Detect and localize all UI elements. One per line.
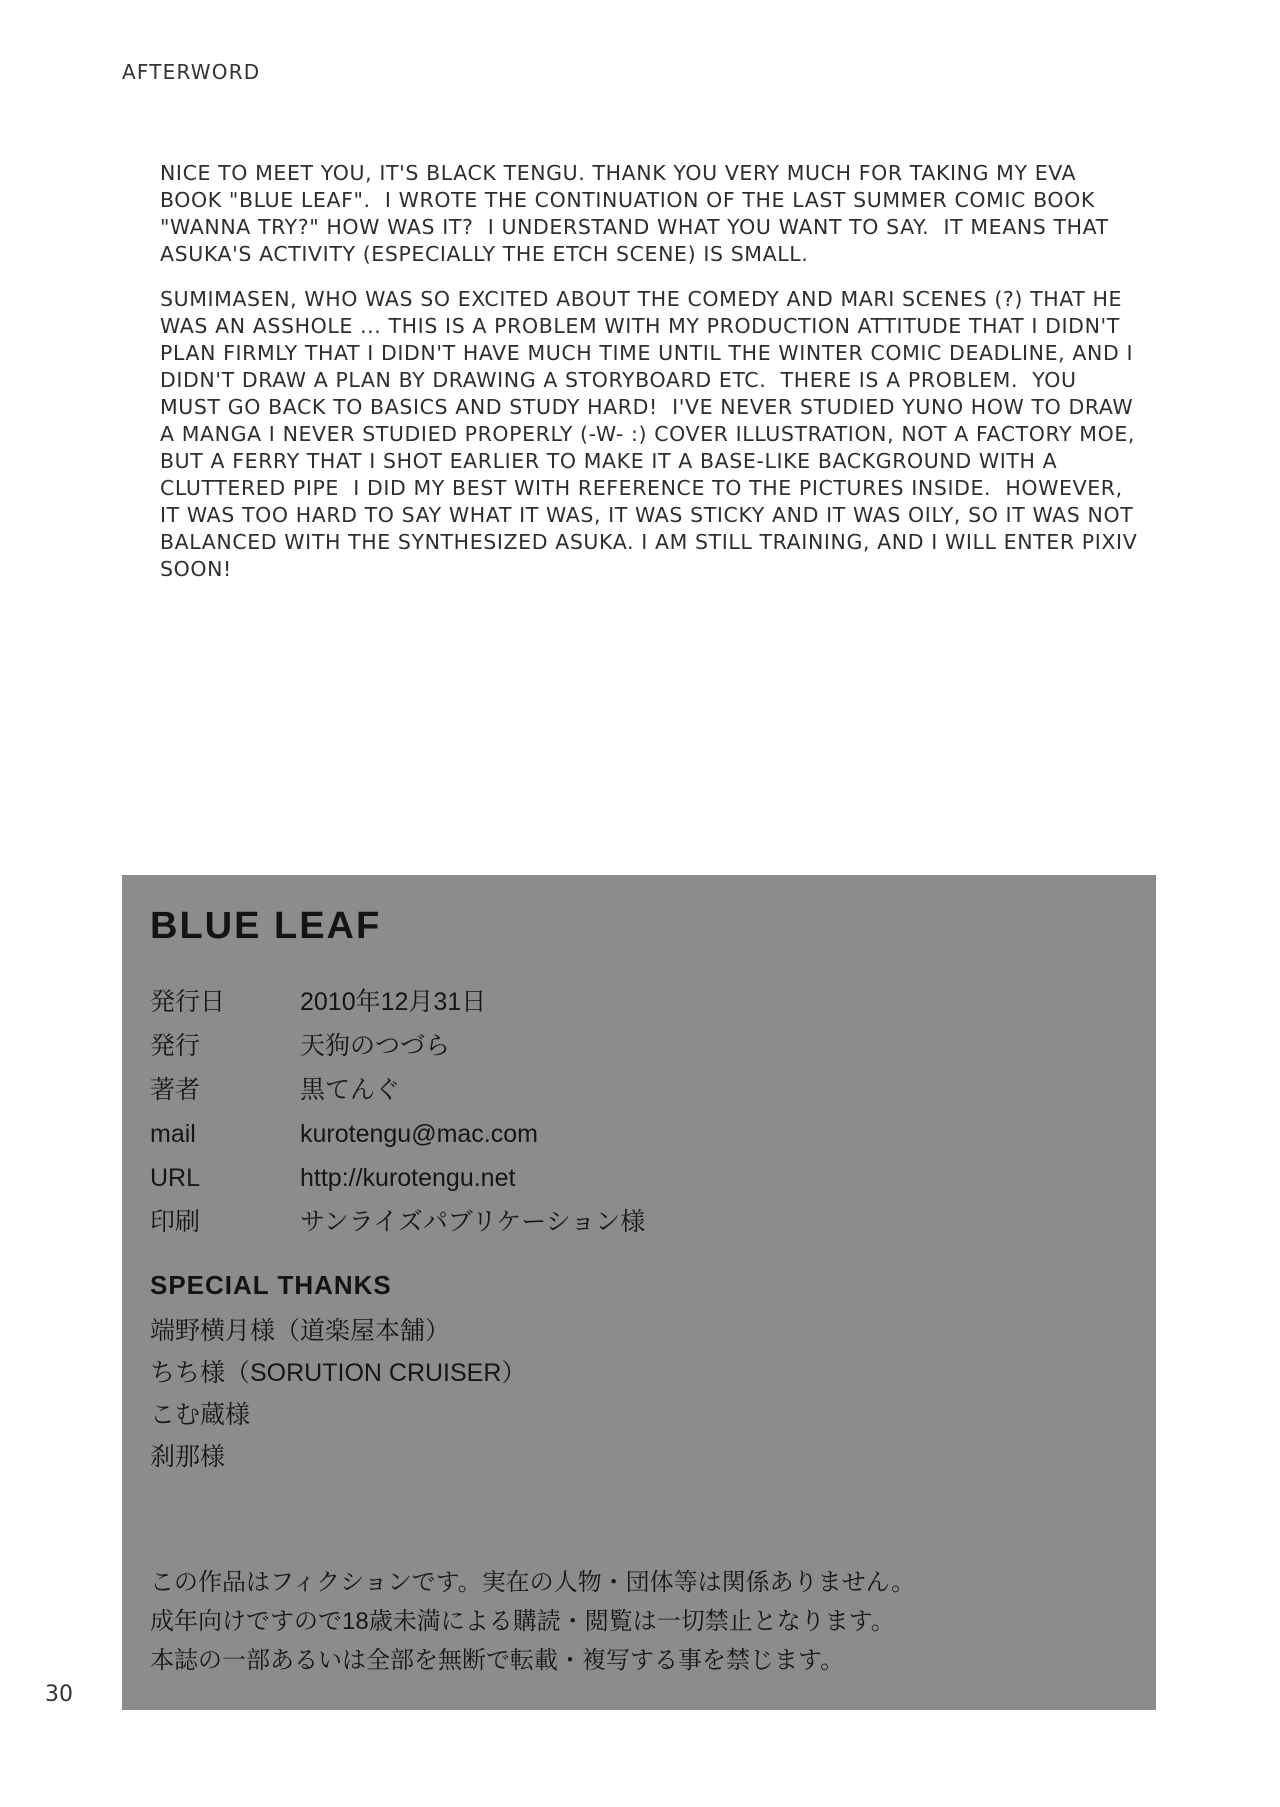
info-value-url: http://kurotengu.net [300,1164,516,1192]
table-row [150,1068,1050,1112]
info-label: 印刷 [150,1208,201,1236]
notice-line: 本誌の一部あるいは全部を無断で転載・複写する事を禁じます。 [150,1647,845,1674]
info-value: サンライズパブリケーション様 [300,1208,646,1236]
info-label: 著者 [150,1076,201,1104]
info-value: 黒てんぐ [300,1076,401,1104]
info-value-mail: kurotengu@mac.com [300,1120,538,1148]
afterword-text-block [160,160,1145,601]
table-row [150,1156,1050,1200]
info-value: 天狗のつづら [300,1032,451,1060]
notice-line: この作品はフィクションです。実在の人物・団体等は関係ありません。 [150,1569,916,1596]
section-heading: AFTERWORD [122,60,261,84]
table-row [150,1112,1050,1156]
info-label: URL [150,1164,201,1192]
afterword-paragraph: SUMIMASEN, WHO WAS SO EXCITED ABOUT THE COMEDY AND MARI SCENES (?) THAT HE WAS AN ASSHOLE ... THIS IS A PROBLEM WITH MY PRODUCTION ATTITUDE THAT I DIDN'T PLAN FIRMLY THAT I DIDN'T HAVE MUCH TIME UNTIL THE WINTER COMIC DEADLINE, AND I DIDN'T DRAW A PLAN BY DRAWING A STORYBOARD ETC. THERE IS A PROBLEM. YOU MUST GO BACK TO BASICS AND STUDY HARD! I'VE NEVER STUDIED YUNO HOW TO DRAW A MANGA I NEVER STUDIED PROPERLY (-W- :) COVER ILLUSTRATION, NOT A FACTORY MOE, BUT A FERRY THAT I SHOT EARLIER TO MAKE IT A BASE-LIKE BACKGROUND WITH A CLUTTERED PIPE I DID MY BEST WITH REFERENCE TO THE PICTURES INSIDE. HOWEVER, IT WAS TOO HARD TO SAY WHAT IT WAS, IT WAS STICKY AND IT WAS OILY, SO IT WAS NOT BALANCED WITH THE SYNTHESIZED ASUKA. I AM STILL TRAINING, AND I WILL ENTER PIXIV SOON! [160,287,1145,581]
special-thanks-title: SPECIAL THANKS [150,1270,392,1300]
table-row [150,980,1050,1024]
table-row [150,1024,1050,1068]
colophon-panel [122,875,1156,1710]
notice-line: 成年向けですので18歳未満による購読・閲覧は一切禁止となります。 [150,1608,895,1635]
info-label: mail [150,1120,196,1148]
info-label: 発行日 [150,988,226,1016]
page-number: 30 [45,1682,73,1707]
colophon-info-table [150,980,1050,1244]
info-label: 発行 [150,1032,201,1060]
list-item: 刹那様 [150,1443,226,1471]
legal-notices [150,1563,915,1680]
afterword-paragraph: NICE TO MEET YOU, IT'S BLACK TENGU. THANK YOU VERY MUCH FOR TAKING MY EVA BOOK "BLUE LEAF". I WROTE THE CONTINUATION OF THE LAST SUMMER COMIC BOOK "WANNA TRY?" HOW WAS IT? I UNDERSTAND WHAT YOU WANT TO SAY. IT MEANS THAT ASUKA'S ACTIVITY (ESPECIALLY THE ETCH SCENE) IS SMALL. [160,161,1116,266]
list-item: こむ蔵様 [150,1401,251,1429]
colophon-title: BLUE LEAF [150,905,382,947]
special-thanks-list [150,1310,526,1478]
info-value: 2010年12月31日 [300,988,487,1016]
list-item: 端野横月様（道楽屋本舗） [150,1317,451,1345]
list-item: ちち様（SORUTION CRUISER） [150,1359,527,1387]
table-row [150,1200,1050,1244]
